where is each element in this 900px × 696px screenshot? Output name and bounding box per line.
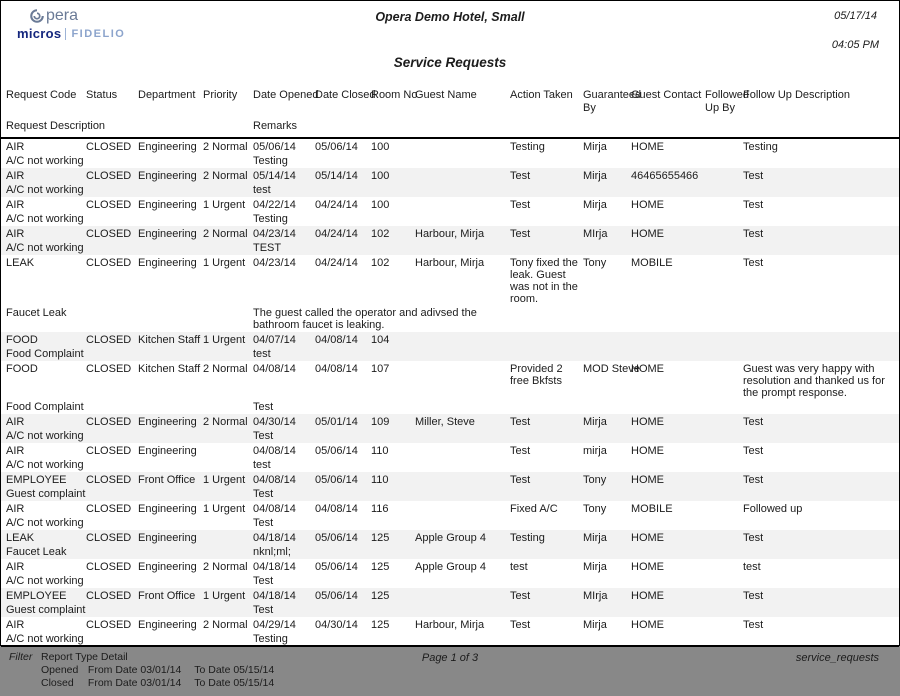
- cell-date-closed: 05/06/14: [315, 474, 358, 486]
- cell-date-closed: 05/06/14: [315, 561, 358, 573]
- cell-guaranteed-by: MIrja: [583, 228, 608, 240]
- filter-closed-line: [41, 677, 891, 690]
- cell-follow-up-description: Test: [743, 619, 764, 631]
- cell-room-no: 125: [371, 561, 390, 573]
- table-row: [1, 332, 899, 361]
- cell-request-code: AIR: [6, 561, 25, 573]
- cell-followed-up-by: [705, 503, 743, 515]
- cell-department: Engineering: [138, 228, 197, 240]
- column-header-guest-name: Guest Name: [415, 89, 477, 101]
- table-row: [1, 168, 899, 197]
- cell-date-closed: 04/08/14: [315, 334, 358, 346]
- cell-room-no: 110: [371, 474, 389, 486]
- table-row: [1, 617, 899, 646]
- cell-guest-name: [415, 170, 510, 182]
- cell-department: Front Office: [138, 590, 196, 602]
- cell-action-taken: Testing: [510, 532, 545, 544]
- cell-request-code: AIR: [6, 445, 25, 457]
- table-header: [1, 87, 899, 139]
- table-row: [1, 559, 899, 588]
- cell-date-closed: 04/24/14: [315, 257, 358, 269]
- table-row: [1, 472, 899, 501]
- cell-guaranteed-by: Mirja: [583, 532, 607, 544]
- cell-guaranteed-by: Tony: [583, 503, 607, 515]
- cell-followed-up-by: [705, 170, 743, 182]
- cell-request-description: A/C not working: [6, 184, 84, 196]
- column-header-date-closed: Date Closed: [315, 89, 376, 101]
- cell-department: Engineering: [138, 257, 197, 269]
- report-file-name: service_requests: [795, 652, 879, 664]
- column-header-guaranteed-by: Guaranteed By: [583, 89, 642, 114]
- cell-followed-up-by: [705, 561, 743, 573]
- cell-request-description: A/C not working: [6, 517, 84, 529]
- cell-status: CLOSED: [86, 445, 132, 457]
- cell-room-no: 102: [371, 257, 390, 269]
- hotel-name: Opera Demo Hotel, Small: [375, 10, 525, 24]
- filter-spacer: [9, 664, 39, 677]
- cell-guaranteed-by: Mirja: [583, 141, 607, 153]
- cell-action-taken: Test: [510, 416, 531, 428]
- filter-closed-to: To Date 05/15/14: [194, 677, 275, 689]
- filter-label: Filter: [9, 651, 33, 663]
- cell-guest-name: [415, 141, 510, 153]
- micros-logo-text: micros: [17, 26, 62, 41]
- cell-request-code: FOOD: [6, 334, 38, 346]
- cell-action-taken: Tony fixed the leak. Guest was not in the room.: [510, 257, 578, 305]
- cell-followed-up-by: [705, 257, 743, 305]
- cell-follow-up-description: Test: [743, 257, 764, 269]
- cell-followed-up-by: [705, 590, 743, 602]
- cell-date-closed: 04/30/14: [315, 619, 358, 631]
- column-header-department: Department: [138, 89, 196, 101]
- report-header: [1, 1, 899, 87]
- cell-remarks: TEST: [253, 242, 282, 254]
- cell-date-opened: 04/08/14: [253, 474, 296, 486]
- cell-date-opened: 04/08/14: [253, 503, 296, 515]
- table-row: [1, 501, 899, 530]
- page-number: Page 1 of 3: [421, 652, 479, 664]
- cell-department: Engineering: [138, 170, 197, 182]
- cell-room-no: 107: [371, 363, 390, 375]
- cell-date-closed: 05/06/14: [315, 532, 358, 544]
- cell-guest-contact: HOME: [631, 416, 664, 428]
- cell-action-taken: test: [510, 561, 528, 573]
- cell-remarks: test: [253, 348, 271, 360]
- cell-room-no: 100: [371, 170, 390, 182]
- cell-room-no: 116: [371, 503, 389, 515]
- cell-action-taken: Provided 2 free Bkfsts: [510, 363, 563, 387]
- cell-room-no: 125: [371, 590, 390, 602]
- cell-request-code: AIR: [6, 503, 25, 515]
- cell-remarks: Test: [253, 430, 274, 442]
- cell-priority: 2 Normal: [203, 619, 248, 631]
- cell-follow-up-description: [743, 334, 894, 346]
- cell-date-closed: 04/24/14: [315, 199, 358, 211]
- cell-priority: 2 Normal: [203, 170, 248, 182]
- cell-request-code: AIR: [6, 228, 25, 240]
- cell-guest-contact: HOME: [631, 561, 664, 573]
- cell-guaranteed-by: Tony: [583, 257, 607, 269]
- cell-guaranteed-by: mirja: [583, 445, 607, 457]
- cell-follow-up-description: Test: [743, 590, 764, 602]
- cell-date-closed: 05/06/14: [315, 141, 358, 153]
- cell-follow-up-description: Test: [743, 532, 764, 544]
- cell-status: CLOSED: [86, 257, 132, 269]
- cell-request-code: LEAK: [6, 532, 35, 544]
- cell-request-code: AIR: [6, 170, 25, 182]
- table-row: [1, 361, 899, 414]
- cell-follow-up-description: Test: [743, 170, 764, 182]
- cell-guest-contact: MOBILE: [631, 503, 673, 515]
- cell-guaranteed-by: Mirja: [583, 561, 607, 573]
- cell-request-code: LEAK: [6, 257, 35, 269]
- report-footer: [1, 646, 899, 696]
- cell-department: Engineering: [138, 503, 197, 515]
- report-date: 05/17/14: [834, 10, 877, 22]
- cell-request-description: A/C not working: [6, 575, 84, 587]
- cell-date-opened: 04/23/14: [253, 228, 296, 240]
- cell-follow-up-description: Testing: [743, 141, 778, 153]
- column-header-priority: Priority: [203, 89, 238, 101]
- cell-guest-contact: HOME: [631, 199, 664, 211]
- cell-date-closed: 04/08/14: [315, 503, 358, 515]
- table-row: [1, 414, 899, 443]
- filter-opened-label: Opened: [41, 664, 79, 676]
- cell-request-description: Food Complaint: [6, 348, 84, 360]
- cell-request-description: A/C not working: [6, 155, 84, 167]
- column-header-follow-up-description: Follow Up Description: [743, 89, 850, 101]
- micros-fidelio-logo: [17, 26, 125, 41]
- table-row: [1, 197, 899, 226]
- cell-status: CLOSED: [86, 503, 132, 515]
- opera-logo-text: pera: [46, 7, 79, 24]
- table-body: [1, 139, 899, 646]
- page-title: Service Requests: [393, 55, 507, 70]
- cell-follow-up-description: Test: [743, 199, 764, 211]
- cell-date-opened: 04/30/14: [253, 416, 296, 428]
- cell-status: CLOSED: [86, 416, 132, 428]
- cell-department: Engineering: [138, 445, 197, 457]
- cell-room-no: 110: [371, 445, 389, 457]
- cell-follow-up-description: Test: [743, 474, 764, 486]
- cell-date-closed: 04/24/14: [315, 228, 358, 240]
- cell-request-code: FOOD: [6, 363, 38, 375]
- cell-priority: 2 Normal: [203, 141, 248, 153]
- cell-priority: 1 Urgent: [203, 334, 246, 346]
- cell-request-description: Faucet Leak: [6, 546, 67, 558]
- cell-follow-up-description: Test: [743, 416, 764, 428]
- cell-guest-contact: [631, 334, 705, 346]
- cell-room-no: 125: [371, 532, 390, 544]
- cell-status: CLOSED: [86, 532, 132, 544]
- cell-guaranteed-by: [583, 334, 631, 346]
- cell-request-description: Guest complaint: [6, 488, 86, 500]
- table-row: [1, 443, 899, 472]
- cell-request-description: A/C not working: [6, 459, 84, 471]
- report-time: 04:05 PM: [831, 39, 879, 51]
- cell-guest-name: [415, 363, 510, 399]
- cell-priority: [203, 532, 253, 544]
- cell-department: Engineering: [138, 416, 197, 428]
- cell-status: CLOSED: [86, 561, 132, 573]
- cell-status: CLOSED: [86, 474, 132, 486]
- cell-remarks: Testing: [253, 213, 288, 225]
- cell-request-code: EMPLOYEE: [6, 590, 67, 602]
- cell-request-code: AIR: [6, 199, 25, 211]
- cell-priority: 1 Urgent: [203, 474, 246, 486]
- cell-date-opened: 04/22/14: [253, 199, 296, 211]
- cell-date-opened: 04/08/14: [253, 363, 296, 375]
- cell-remarks: Test: [253, 604, 274, 616]
- table-row: [1, 588, 899, 617]
- cell-followed-up-by: [705, 619, 743, 631]
- cell-request-description: Food Complaint: [6, 401, 84, 413]
- column-header-date-opened: Date Opened: [253, 89, 319, 101]
- cell-status: CLOSED: [86, 228, 132, 240]
- cell-remarks: Testing: [253, 155, 288, 167]
- cell-action-taken: [510, 334, 583, 346]
- cell-guaranteed-by: Mirja: [583, 199, 607, 211]
- cell-followed-up-by: [705, 199, 743, 211]
- cell-action-taken: Test: [510, 228, 531, 240]
- cell-guaranteed-by: Mirja: [583, 416, 607, 428]
- cell-date-opened: 05/06/14: [253, 141, 296, 153]
- cell-department: Engineering: [138, 532, 197, 544]
- cell-request-description: Faucet Leak: [6, 307, 67, 319]
- cell-priority: 1 Urgent: [203, 590, 246, 602]
- cell-guest-contact: HOME: [631, 228, 664, 240]
- cell-followed-up-by: [705, 141, 743, 153]
- cell-guest-contact: HOME: [631, 474, 664, 486]
- cell-follow-up-description: Test: [743, 228, 764, 240]
- table-row: [1, 530, 899, 559]
- cell-followed-up-by: [705, 334, 743, 346]
- cell-priority: 2 Normal: [203, 228, 248, 240]
- cell-priority: 2 Normal: [203, 561, 248, 573]
- cell-guest-contact: HOME: [631, 363, 664, 375]
- cell-date-closed: 05/06/14: [315, 445, 358, 457]
- cell-guaranteed-by: Tony: [583, 474, 607, 486]
- cell-followed-up-by: [705, 363, 743, 399]
- column-header-guest-contact: Guest Contact: [631, 89, 702, 101]
- cell-request-code: AIR: [6, 416, 25, 428]
- cell-date-closed: 05/14/14: [315, 170, 358, 182]
- cell-request-description: A/C not working: [6, 213, 84, 225]
- report-type: Report Type Detail: [41, 651, 128, 663]
- cell-action-taken: Test: [510, 590, 531, 602]
- cell-guest-name: [415, 503, 510, 515]
- cell-request-code: EMPLOYEE: [6, 474, 67, 486]
- fidelio-logo-text: FIDELIO: [65, 28, 125, 40]
- filter-opened-line: [41, 664, 891, 677]
- cell-department: Engineering: [138, 561, 197, 573]
- cell-guest-contact: MOBILE: [631, 257, 673, 269]
- cell-followed-up-by: [705, 474, 743, 486]
- cell-date-opened: 04/18/14: [253, 561, 296, 573]
- cell-guest-contact: 46465655466: [631, 170, 699, 182]
- cell-priority: 2 Normal: [203, 363, 248, 375]
- cell-guaranteed-by: MIrja: [583, 590, 608, 602]
- cell-department: Kitchen Staff: [138, 334, 201, 346]
- cell-date-opened: 04/29/14: [253, 619, 296, 631]
- cell-action-taken: Test: [510, 445, 531, 457]
- cell-room-no: 100: [371, 199, 390, 211]
- cell-request-description: A/C not working: [6, 430, 84, 442]
- cell-guaranteed-by: MOD Steve: [583, 363, 640, 375]
- column-header-action-taken: Action Taken: [510, 89, 573, 101]
- cell-guest-name: Apple Group 4: [415, 561, 486, 573]
- cell-status: CLOSED: [86, 141, 132, 153]
- cell-followed-up-by: [705, 445, 743, 457]
- cell-guest-contact: HOME: [631, 590, 664, 602]
- cell-department: Engineering: [138, 619, 197, 631]
- cell-request-description: Guest complaint: [6, 604, 86, 616]
- cell-room-no: 100: [371, 141, 390, 153]
- cell-department: Engineering: [138, 141, 197, 153]
- cell-action-taken: Fixed A/C: [510, 503, 558, 515]
- cell-department: Kitchen Staff: [138, 363, 201, 375]
- column-header-remarks: Remarks: [253, 120, 298, 132]
- cell-priority: 2 Normal: [203, 416, 248, 428]
- cell-request-description: A/C not working: [6, 242, 84, 254]
- table-row: [1, 255, 899, 332]
- cell-remarks: The guest called the operator and adivsed the bathroom faucet is leaking.: [253, 307, 477, 331]
- cell-guest-name: Apple Group 4: [415, 532, 486, 544]
- cell-guest-contact: HOME: [631, 141, 664, 153]
- column-header-request-code: Request Code: [6, 89, 77, 101]
- cell-guest-name: [415, 199, 510, 211]
- cell-priority: 1 Urgent: [203, 199, 246, 211]
- cell-date-closed: 04/08/14: [315, 363, 358, 375]
- cell-status: CLOSED: [86, 170, 132, 182]
- cell-status: CLOSED: [86, 334, 132, 346]
- cell-guest-name: Miller, Steve: [415, 416, 475, 428]
- cell-priority: 1 Urgent: [203, 257, 246, 269]
- cell-date-opened: 05/14/14: [253, 170, 296, 182]
- cell-guest-contact: HOME: [631, 445, 664, 457]
- cell-guest-name: [415, 334, 510, 346]
- cell-date-opened: 04/23/14: [253, 257, 296, 269]
- cell-guest-name: [415, 590, 510, 602]
- cell-remarks: Test: [253, 401, 274, 413]
- table-row: [1, 139, 899, 168]
- cell-status: CLOSED: [86, 619, 132, 631]
- cell-action-taken: Testing: [510, 141, 545, 153]
- cell-room-no: 104: [371, 334, 390, 346]
- cell-guest-name: Harbour, Mirja: [415, 257, 485, 269]
- filter-closed-from: From Date 03/01/14: [87, 677, 182, 689]
- cell-remarks: Test: [253, 575, 274, 587]
- cell-follow-up-description: Test: [743, 445, 764, 457]
- cell-department: Engineering: [138, 199, 197, 211]
- cell-remarks: test: [253, 184, 271, 196]
- cell-guest-name: [415, 474, 510, 486]
- cell-room-no: 125: [371, 619, 390, 631]
- cell-guest-contact: HOME: [631, 619, 664, 631]
- column-header-status: Status: [86, 89, 118, 101]
- cell-date-opened: 04/18/14: [253, 532, 296, 544]
- cell-action-taken: Test: [510, 199, 531, 211]
- cell-priority: [203, 445, 253, 457]
- cell-department: Front Office: [138, 474, 196, 486]
- cell-remarks: test: [253, 459, 271, 471]
- cell-follow-up-description: test: [743, 561, 761, 573]
- cell-date-opened: 04/18/14: [253, 590, 296, 602]
- cell-action-taken: Test: [510, 619, 531, 631]
- cell-guaranteed-by: Mirja: [583, 619, 607, 631]
- filter-closed-label: Closed: [41, 677, 74, 689]
- cell-remarks: Test: [253, 517, 274, 529]
- column-header-room-no: Room No: [371, 89, 418, 101]
- filter-spacer: [9, 677, 39, 690]
- cell-request-code: AIR: [6, 141, 25, 153]
- filter-opened-to: To Date 05/15/14: [194, 664, 275, 676]
- cell-status: CLOSED: [86, 199, 132, 211]
- cell-guaranteed-by: Mirja: [583, 170, 607, 182]
- column-header-request-description: Request Description: [6, 120, 106, 132]
- cell-follow-up-description: Guest was very happy with resolution and thanked us for the prompt response.: [743, 363, 885, 399]
- cell-followed-up-by: [705, 228, 743, 240]
- cell-remarks: Test: [253, 488, 274, 500]
- cell-status: CLOSED: [86, 363, 132, 375]
- cell-request-code: AIR: [6, 619, 25, 631]
- cell-priority: 1 Urgent: [203, 503, 246, 515]
- filter-opened-from: From Date 03/01/14: [87, 664, 182, 676]
- cell-room-no: 109: [371, 416, 390, 428]
- cell-remarks: Testing: [253, 633, 288, 645]
- cell-guest-contact: HOME: [631, 532, 664, 544]
- cell-date-closed: 05/06/14: [315, 590, 358, 602]
- cell-followed-up-by: [705, 532, 743, 544]
- column-header-followed-up-by: Followed Up By: [705, 89, 750, 114]
- table-row: [1, 226, 899, 255]
- cell-date-opened: 04/07/14: [253, 334, 296, 346]
- cell-status: CLOSED: [86, 590, 132, 602]
- cell-follow-up-description: Followed up: [743, 503, 803, 515]
- cell-date-closed: 05/01/14: [315, 416, 358, 428]
- cell-remarks: nknl;ml;: [253, 546, 291, 558]
- cell-request-description: A/C not working: [6, 633, 84, 645]
- cell-room-no: 102: [371, 228, 390, 240]
- cell-date-opened: 04/08/14: [253, 445, 296, 457]
- cell-followed-up-by: [705, 416, 743, 428]
- cell-action-taken: Test: [510, 170, 531, 182]
- cell-guest-name: Harbour, Mirja: [415, 619, 485, 631]
- cell-action-taken: Test: [510, 474, 531, 486]
- cell-guest-name: Harbour, Mirja: [415, 228, 485, 240]
- cell-guest-name: [415, 445, 510, 457]
